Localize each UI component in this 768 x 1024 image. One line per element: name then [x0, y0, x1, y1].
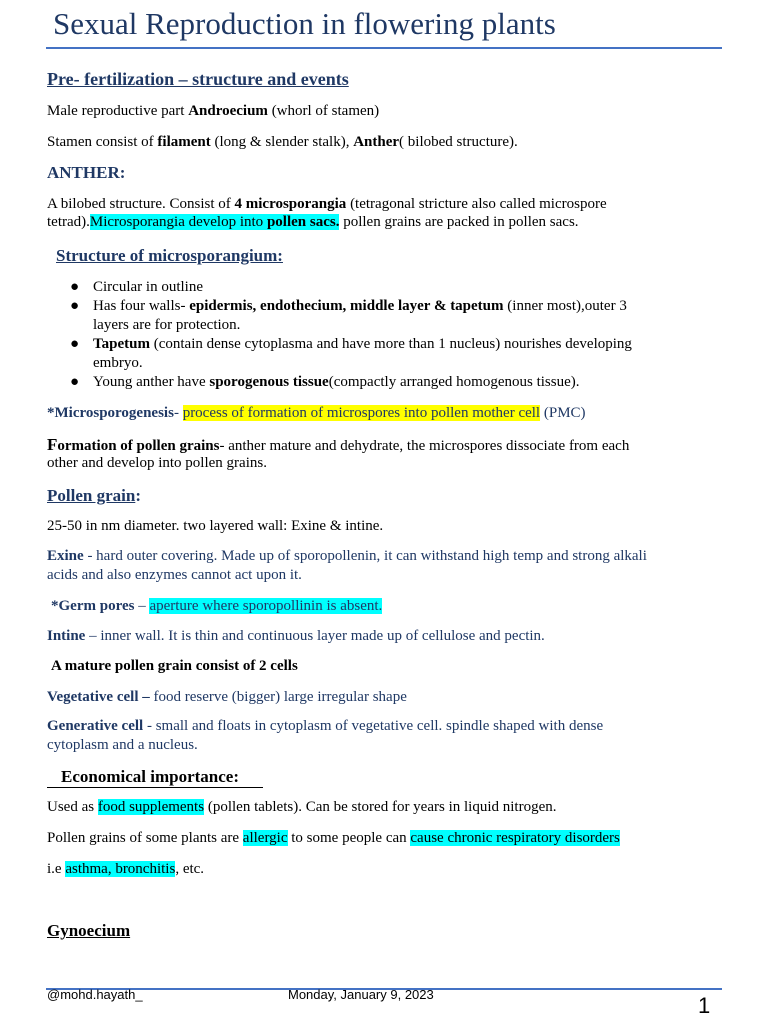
heading-anther: ANTHER:: [47, 163, 126, 182]
paragraph-exine-line-2: acids and also enzymes cannot act upon it.: [47, 567, 302, 583]
term-exine: Exine: [47, 548, 84, 564]
text: i.e: [47, 861, 66, 877]
term-intine: Intine: [47, 628, 86, 644]
term-microsporogenesis: *Microsporogenesis: [47, 405, 174, 421]
term-walls: epidermis, endothecium, middle layer & tapetum: [189, 298, 504, 314]
highlight-allergic: allergic: [242, 830, 288, 846]
paragraph-generative-cell-line-1: [47, 717, 603, 736]
term-microsporangia: 4 microsporangia: [234, 196, 347, 212]
paragraph-economic-3: [47, 860, 204, 879]
heading-structure-microsporangium: Structure of microsporangium:: [56, 246, 283, 265]
page-number: 1: [698, 993, 711, 1018]
paragraph-germ-pores: [51, 597, 382, 616]
text: (PMC): [540, 405, 586, 421]
text: (inner most),outer 3: [503, 298, 627, 314]
term-filament: filament: [157, 134, 211, 150]
text: - anther mature and dehydrate, the microspores dissociate from each: [219, 438, 630, 454]
text: ( bilobed structure).: [399, 134, 518, 150]
paragraph-economic-2: [47, 829, 620, 848]
text: , etc.: [175, 861, 205, 877]
term-anther: Anther: [353, 134, 400, 150]
text: Young anther have: [93, 374, 210, 390]
paragraph-economic-1: [47, 798, 557, 817]
text: food reserve (bigger) large irregular shape: [149, 689, 407, 705]
paragraph-formation-pollen-line-1: [47, 435, 629, 456]
term-vegetative-cell: Vegetative cell –: [47, 689, 150, 705]
list-item-text: Circular in outline: [93, 279, 203, 295]
bullet-icon: ●: [70, 336, 80, 352]
text: Male reproductive part: [47, 103, 189, 119]
highlight-food-supplements: food supplements: [97, 799, 205, 815]
paragraph-stamen: [47, 133, 518, 152]
text: Has four walls-: [93, 298, 190, 314]
footer-date: Monday, January 9, 2023: [288, 987, 434, 1002]
title-underline: [46, 47, 722, 49]
highlight-germ-pores: aperture where sporopollinin is absent.: [149, 598, 383, 614]
paragraph-vegetative-cell: [47, 688, 407, 707]
heading-pre-fertilization: Pre- fertilization – structure and events: [47, 69, 349, 89]
text: A bilobed structure. Consist of: [47, 196, 235, 212]
highlight-microsporogenesis-definition: process of formation of microspores into pollen mother cell: [182, 405, 541, 421]
page-title: Sexual Reproduction in flowering plants: [53, 6, 556, 41]
text: (long & slender stalk),: [210, 134, 354, 150]
paragraph-male-reproductive-part: [47, 102, 379, 121]
heading-text: Economical importance:: [61, 767, 239, 786]
list-item-text-cont: embryo.: [93, 355, 143, 371]
text: Microsporangia develop into: [89, 214, 267, 230]
text: (contain dense cytoplasma and have more than 1 nucleus) nourishes developing: [149, 336, 632, 352]
term-androecium: Androecium: [188, 103, 268, 119]
paragraph-formation-pollen-line-2: other and develop into pollen grains.: [47, 455, 267, 471]
list-item-text-cont: layers are for protection.: [93, 317, 241, 333]
bullet-icon: ●: [70, 374, 80, 390]
heading-economical-importance: [47, 767, 263, 788]
bullet-icon: ●: [70, 279, 80, 295]
text: -: [173, 405, 183, 421]
text: Pollen grains of some plants are: [47, 830, 243, 846]
bullet-icon: ●: [70, 298, 80, 314]
paragraph-intine: [47, 627, 545, 646]
list-item-text: [93, 373, 579, 392]
heading-text: Pollen grain: [47, 486, 136, 505]
term-germ-pores: *Germ pores: [51, 598, 135, 614]
term-formation-pollen: ormation of pollen grains: [57, 438, 220, 454]
text: Stamen consist of: [47, 134, 158, 150]
list-item: [70, 373, 710, 392]
list-item-text: [93, 335, 632, 354]
text: - hard outer covering. Made up of sporopollenin, it can withstand high temp and strong alkali: [83, 548, 647, 564]
list-item: [70, 297, 710, 335]
paragraph-anther-line-2: [47, 213, 579, 232]
term-pollen-sacs: pollen sacs.: [266, 214, 340, 230]
drop-letter: F: [47, 435, 58, 454]
text: –: [134, 598, 150, 614]
text: to some people can: [287, 830, 411, 846]
paragraph-pollen-size: 25-50 in nm diameter. two layered wall: Exine & intine.: [47, 518, 384, 534]
highlight-asthma-bronchitis: asthma, bronchitis: [65, 861, 176, 877]
text: – inner wall. It is thin and continuous layer made up of cellulose and pectin.: [85, 628, 545, 644]
highlight-microsporangia: [90, 214, 340, 230]
footer-author: @mohd.hayath_: [47, 987, 143, 1002]
list-item: [70, 335, 710, 373]
paragraph-mature-pollen: A mature pollen grain consist of 2 cells: [51, 658, 298, 674]
list-item: [70, 278, 710, 297]
text: (whorl of stamen): [267, 103, 380, 119]
text: - small and floats in cytoplasm of vegetative cell. spindle shaped with dense: [143, 718, 604, 734]
term-tapetum: Tapetum: [93, 336, 150, 352]
heading-colon: :: [135, 486, 141, 505]
term-generative-cell: Generative cell: [47, 718, 144, 734]
paragraph-anther-line-1: [47, 195, 607, 214]
list-item-text: [93, 297, 627, 316]
paragraph-exine-line-1: [47, 547, 647, 566]
text: tetrad).: [47, 214, 90, 230]
text: Used as: [47, 799, 98, 815]
highlight-respiratory-disorders: cause chronic respiratory disorders: [410, 830, 620, 846]
text: (compactly arranged homogenous tissue).: [328, 374, 580, 390]
heading-pollen-grain: [47, 486, 141, 506]
paragraph-generative-cell-line-2: cytoplasm and a nucleus.: [47, 737, 198, 753]
text: pollen grains are packed in pollen sacs.: [339, 214, 579, 230]
heading-gynoecium: Gynoecium: [47, 921, 131, 940]
paragraph-microsporogenesis: [47, 404, 586, 423]
text: (tetragonal stricture also called microspore: [346, 196, 607, 212]
text: (pollen tablets). Can be stored for years in liquid nitrogen.: [204, 799, 557, 815]
term-sporogenous: sporogenous tissue: [209, 374, 329, 390]
